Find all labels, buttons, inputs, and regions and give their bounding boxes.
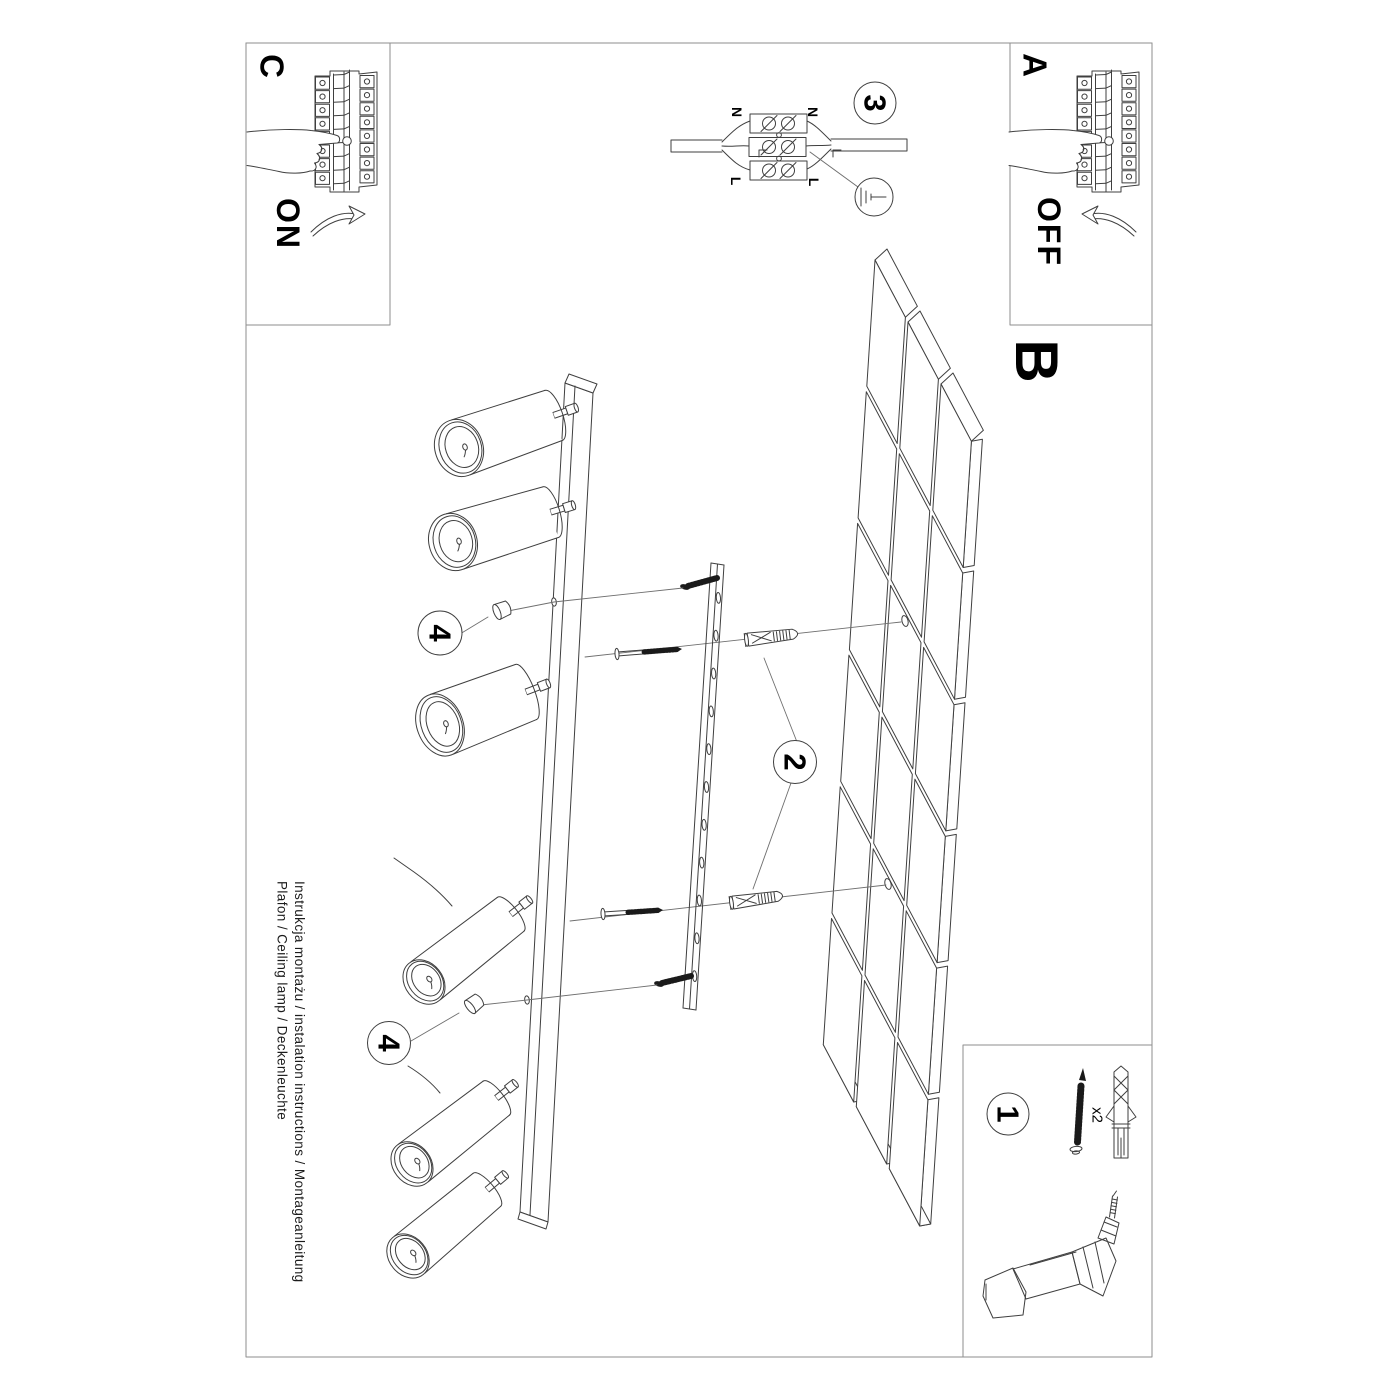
footer-line-product: Plafon / Ceiling lamp / Deckenleuchte — [274, 881, 290, 1121]
step1-wall-plug-icon — [1106, 1066, 1136, 1158]
screw-quantity-label: x2 — [1088, 1107, 1106, 1123]
wire-neutral-right: N — [805, 106, 821, 118]
page-frame — [246, 43, 1152, 1357]
cover-cap-icon — [463, 992, 486, 1015]
footer-title — [256, 881, 308, 1283]
pointing-hand-icon — [247, 130, 340, 174]
callout-step-4-upper: 4 — [422, 624, 458, 642]
wire-live-left: L — [728, 176, 744, 186]
switch-on-label: ON — [270, 198, 306, 250]
expansion-screw-icon — [601, 904, 664, 919]
pointing-hand-icon — [1009, 130, 1102, 174]
wire-neutral-left: N — [729, 106, 745, 118]
mounting-rail — [683, 563, 724, 1010]
breaker-toggle-icon — [343, 137, 352, 146]
on-arrow-icon — [311, 206, 365, 236]
cover-cap-icon — [491, 599, 513, 620]
callout-step-2: 2 — [777, 753, 813, 771]
callout-step-4-lower: 4 — [371, 1034, 407, 1052]
callout-step-3: 3 — [857, 94, 893, 112]
footer-line-instructions: Instrukcja montażu / instalation instructions / Montageanleitung — [292, 881, 307, 1283]
wall-plug-icon — [729, 889, 784, 909]
switch-off-label: OFF — [1031, 197, 1067, 267]
spotlight — [382, 1063, 531, 1194]
earth-ground-icon — [855, 178, 893, 216]
breaker-toggle-icon — [1105, 137, 1114, 146]
section-b-label: B — [1003, 339, 1070, 383]
wiring-diagram — [671, 114, 907, 187]
panel-c-label: C — [253, 54, 291, 78]
circuit-breaker-hand — [247, 70, 377, 192]
step1-screw-icon — [1070, 1068, 1086, 1154]
panel-a-label: A — [1016, 53, 1054, 77]
expansion-screw-icon — [615, 643, 683, 659]
drill-icon — [983, 1191, 1119, 1318]
circuit-breaker-hand — [1009, 70, 1139, 192]
wire-live-right: L — [806, 177, 822, 187]
off-arrow-icon — [1082, 206, 1136, 236]
callout-step-1: 1 — [990, 1105, 1026, 1123]
spotlight — [394, 879, 546, 1012]
spotlight — [407, 653, 561, 763]
wall-plug-icon — [744, 627, 798, 646]
ceiling-grid — [823, 249, 983, 1226]
